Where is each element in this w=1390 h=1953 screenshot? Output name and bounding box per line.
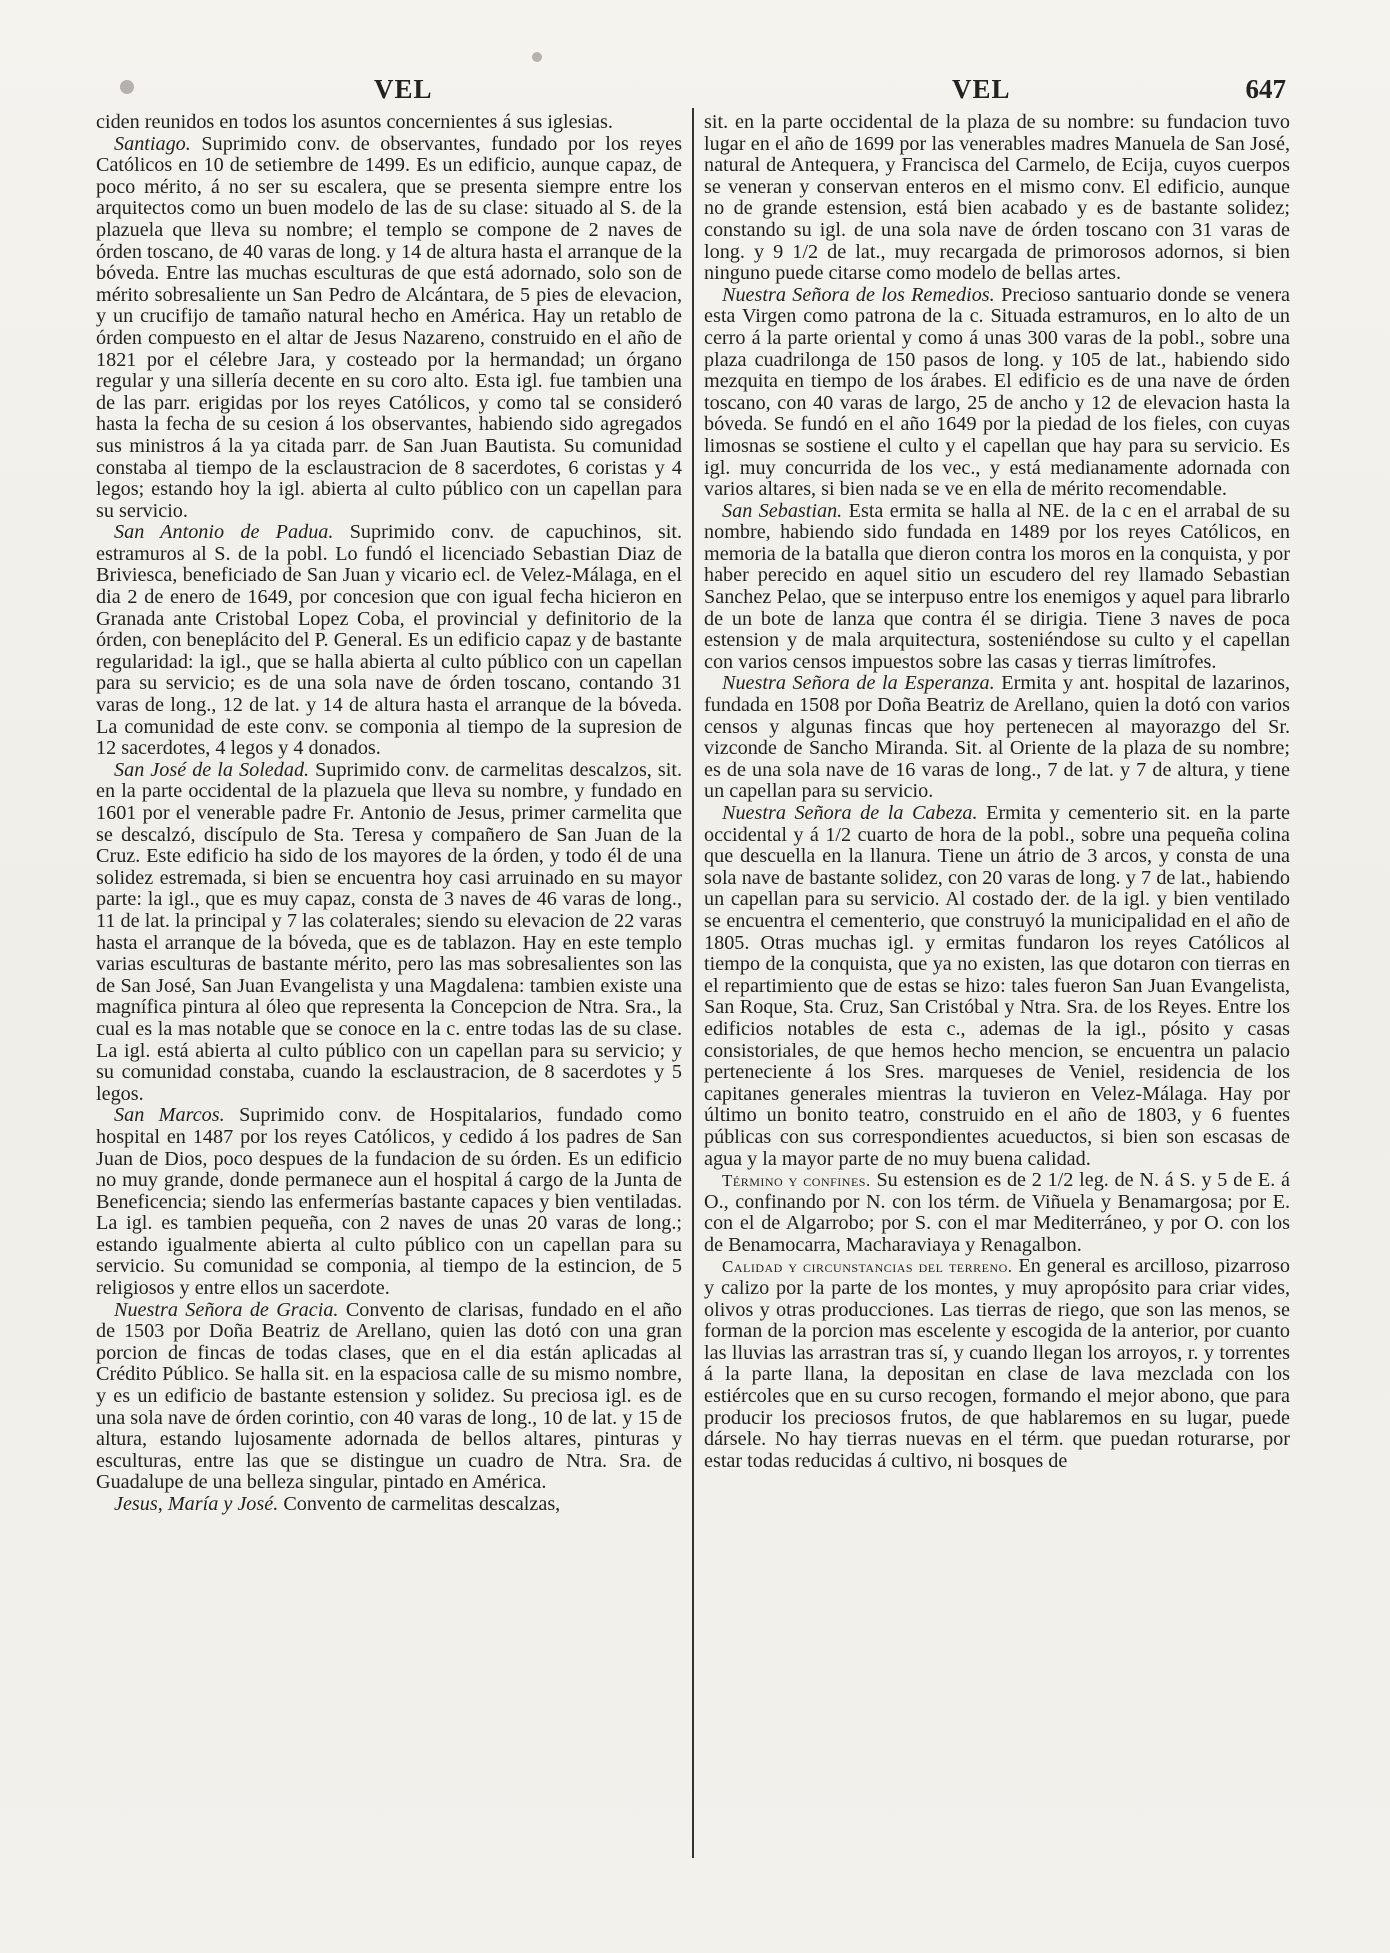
- entry-san-sebastian: [704, 501, 1290, 674]
- entry-nuestra-senora-de-la-esperanza: [704, 673, 1290, 803]
- section-heading: Calidad y circunstancias del terreno.: [722, 1257, 1013, 1277]
- header-left-title: VEL: [374, 74, 433, 104]
- section-calidad-del-terreno: [704, 1256, 1290, 1472]
- section-text: Su estension es de 2 1/2 leg. de N. á S. y 5 de E. á O., confinando por N. con los térm. de Viñuela y Benamargosa; por E. con el de Algarrobo; por S. con el mar Mediterráneo, y por O. con los de Benamocarra, Macharaviaya y Renagalbon.: [704, 1169, 1291, 1256]
- entry-name: San Sebastian.: [722, 499, 843, 522]
- paragraph: [96, 112, 682, 134]
- entry-name: Nuestra Señora de la Cabeza.: [722, 802, 978, 824]
- section-termino-y-confines: [704, 1170, 1290, 1256]
- entry-nuestra-senora-de-los-remedios: [704, 285, 1290, 501]
- entry-san-jose-de-la-soledad: [96, 760, 682, 1106]
- entry-name: Nuestra Señora de la Esperanza.: [722, 672, 995, 695]
- entry-san-antonio-de-padua: [96, 522, 682, 760]
- entry-name: Nuestra Señora de Gracia.: [114, 1298, 339, 1321]
- column-divider: [692, 108, 694, 1858]
- section-text: En general es arcilloso, pizarroso y calizo por la parte de los montes, y muy apropósito para criar vides, olivos y otras producciones. Las tierras de riego, que son las menos, se forman de la porcion mas escelente y escogida de la anterior, por cuanto las lluvias las arrastran tras sí, y cuando llegan los arroyos, r. y torrentes á la parte llana, la depositan en clase de lava mezclada con los estiércoles que en su curso recogen, formando el mejor abono, que para producir los preciosos frutos, de que hablaremos en su lugar, puede dársele. No hay tierras nuevas en el térm. que puedan roturarse, por estar todas reducidas á cultivo, ni bosques de: [704, 1255, 1290, 1472]
- entry-name: San José de la Soledad.: [114, 758, 310, 781]
- header-right-title: VEL: [952, 74, 1011, 104]
- paragraph: [704, 112, 1290, 285]
- paragraph-text: sit. en la parte occidental de la plaza de su nombre: su fundacion tuvo lugar en el año de 1699 por las venerables madres Manuela de San José, natural de Antequera, y Francisca del Carmelo, de Ecija, cuyos cuerpos se veneran y conservan enteros en el mismo conv. El edificio, aunque no de grande estension, está bien acabado y es de bastante solidez; constando su igl. de una sola nave de órden toscano con 31 varas de long. y 9 1/2 de lat., muy recargada de primorosos adornos, si bien ninguno puede citarse como modelo de bellas artes.: [704, 111, 1290, 285]
- section-heading: Término y confines.: [722, 1171, 871, 1191]
- entry-text: Esta ermita se halla al NE. de la c en el arrabal de su nombre, habiendo sido fundada en 1489 por los reyes Católicos, en memoria de la batalla que dieron contra los moros en la conquista, y por haber perecido en aquel sitio un escudero del rey llamado Sebastian Sanchez Pelao, que se interpuso entre los enemigos y aquel para librarlo de un bote de lanza que contra él se dirigia. Tiene 3 naves de poca estension y de mala arquitectura, sosteniéndose su culto y el capellan con varios censos impuestos sobre las casas y tierras limítrofes.: [704, 499, 1290, 673]
- entry-text: Ermita y cementerio sit. en la parte occidental y á 1/2 cuarto de hora de la pobl., sobre una pequeña colina que descuella en la llanura. Tiene un átrio de 3 arcos, y consta de una sola nave de bastante solidez, con 20 varas de long. y 7 de lat., habiendo un capellan para su servicio. Al costado der. de la igl. y bien ventilado se encuentra el cementerio, que construyó la municipalidad en el año de 1805. Otras muchas igl. y ermitas fundaron los reyes Católicos al tiempo de la conquista, que ya no existen, las que dotaron con tierras en el repartimiento que de estas se hizo: tales fueron San Juan Evangelista, San Roque, Sta. Cruz, San Cristóbal y Ntra. Sra. de los Reyes. Entre los edificios notables de esta c., ademas de la igl., pósito y casas consistoriales, de que hemos hecho mencion, se encuentra un palacio perteneciente á los Sres. marqueses de Veniel, residencia de los capitanes generales mientras la tuvieron en Velez-Málaga. Hay por último un bonito teatro, construido en el año de 1803, y 6 fuentes públicas con sus correspondientes acueductos, si bien son escasas de agua y la mayor parte de no muy buena calidad.: [704, 802, 1291, 1170]
- entry-text: Convento de clarisas, fundado en el año de 1503 por Doña Beatriz de Arellano, quien las dotó con una gran porcion de fincas de todas clases, que en el dia están aplicadas al Crédito Público. Se halla sit. en la espaciosa calle de su mismo nombre, y es un edificio de bastante estension y solidez. Su preciosa igl. es de una sola nave de órden corintio, con 40 varas de long., 10 de lat. y 15 de altura, estando lujosamente adornada de bellos altares, pinturas y esculturas, entre las que se distingue un cuadro de Ntra. Sra. de Guadalupe de una belleza singular, pintado en América.: [96, 1298, 683, 1494]
- entry-text: Ermita y ant. hospital de lazarinos, fundada en 1508 por Doña Beatriz de Arellano, quien la dotó con varios censos y algunas fincas que hoy pertenecen al mayorazgo del Sr. vizconde de Sancho Miranda. Sit. al Oriente de la plaza de su nombre; es de una sola nave de 16 varas de long., 7 de lat. y 7 de altura, y tiene un capellan para su servicio.: [704, 672, 1290, 803]
- entry-text: Precioso santuario donde se venera esta Virgen como patrona de la c. Situada estramuros, en lo alto de un cerro á la parte oriental y como á unas 300 varas de la pobl., sobre una plaza cuadrilonga de 150 pasos de long. y 105 de lat., habiendo sido mezquita en tiempo de los árabes. El edificio es de una nave de órden toscano, con 40 varas de largo, 25 de ancho y 12 de elevacion hasta la bóveda. Se fundó en el año 1649 por la piedad de los fieles, con cuyas limosnas se sostiene el culto y el capellan que hay para su servicio. Es igl. muy concurrida de los vec., y está medianamente adornada con varios altares, si bien nada se ve en ella de mérito recomendable.: [704, 283, 1291, 501]
- entry-text: Suprimido conv. de observantes, fundado por los reyes Católicos en 10 de setiembre de 1499. Es un edificio, aunque capaz, de poco mérito, á no ser su escalera, que se presenta siempre entre los arquitectos como un buen modelo de las de su clase: situado al S. de la plazuela que lleva su nombre; el templo se compone de 2 naves de órden toscano, de 40 varas de long. y 14 de altura hasta el arranque de la bóveda. Entre las muchas esculturas de que está adornado, solo son de mérito sobresaliente un San Pedro de Alcántara, de 5 pies de elevacion, y un crucifijo de tamaño natural hecho en América. Hay un retablo de órden compuesto en el altar de Jesus Nazareno, construido en el año de 1821 por el célebre Jara, y costeado por la hermandad; un órgano regular y una sillería decente en su coro alto. Esta igl. fue tambien una de las parr. erigidas por los reyes Católicos, y como tal se consideró hasta la fecha de su cesion á los observantes, habiendo sido agregados sus ministros á la ya citada parr. de San Juan Bautista. Su comunidad constaba al tiempo de la esclaustracion de 8 sacerdotes, 6 coristas y 4 legos; estando hoy la igl. abierta al culto público con un capellan para su servicio.: [96, 132, 682, 522]
- entry-jesus-maria-y-jose: [96, 1494, 682, 1516]
- entry-nuestra-senora-de-gracia: [96, 1300, 682, 1494]
- entry-text: Suprimido conv. de Hospitalarios, fundado como hospital en 1487 por los reyes Católicos, y cedido á los padres de San Juan de Dios, poco despues de la fundacion de su órden. Es un edificio no muy grande, donde permanece aun el hospital á cargo de la Junta de Beneficencia; siendo las enfermerías bastante capaces y bien ventiladas. La igl. es tambien pequeña, con 2 naves de unas 20 varas de long.; estando igualmente abierta al culto público con un capellan para su servicio. Su comunidad se componia, al tiempo de la estincion, de 5 religiosos y entre ellos un sacerdote.: [96, 1104, 683, 1300]
- running-header: [96, 74, 1294, 114]
- ink-blot: [532, 52, 542, 62]
- entry-nuestra-senora-de-la-cabeza: [704, 803, 1290, 1170]
- entry-name: San Antonio de Padua.: [114, 521, 334, 544]
- paragraph-text: ciden reunidos en todos los asuntos concernientes á sus iglesias.: [96, 111, 613, 133]
- entry-name: Jesus, María y José.: [114, 1493, 279, 1515]
- entry-text: Convento de carmelitas descalzas,: [283, 1493, 561, 1515]
- entry-san-marcos: [96, 1105, 682, 1299]
- entry-text: Suprimido conv. de capuchinos, sit. estramuros al S. de la pobl. Lo fundó el licenciado Sebastian Diaz de Briviesca, beneficiado de San Juan y vicario ecl. de Velez-Málaga, en el dia 2 de enero de 1649, por concesion que con igual fecha hicieron en Granada ante Cristobal Lopez Coba, el provincial y definitorio de la órden, con beneplácito del P. General. Es un edificio capaz y de bastante regularidad: la igl., que se halla abierta al culto público con un capellan para su servicio; es de una sola nave de órden toscano, contando 31 varas de long., 12 de lat. y 14 de altura hasta el arranque de la bóveda. La comunidad de este conv. se componia al tiempo de la supresion de 12 sacerdotes, 4 legos y 4 donados.: [96, 521, 682, 760]
- left-column: [96, 112, 682, 1516]
- entry-name: Santiago.: [114, 132, 191, 155]
- entry-name: Nuestra Señora de los Remedios.: [722, 283, 995, 306]
- right-column: [704, 112, 1290, 1472]
- entry-santiago: [96, 134, 682, 523]
- entry-name: San Marcos.: [114, 1104, 225, 1127]
- page-number: 647: [1245, 74, 1286, 104]
- entry-text: Suprimido conv. de carmelitas descalzos, sit. en la parte occidental de la plazuela que lleva su nombre, y fundado en 1601 por el venerable padre Fr. Antonio de Jesus, primer carmelita que se descalzó, discípulo de Sta. Teresa y compañero de San Juan de la Cruz. Este edificio ha sido de los mayores de la órden, y todo él de una solidez estremada, si bien se encuentra hoy casi arruinado en su mayor parte: la igl., que es muy capaz, consta de 3 naves de 46 varas de long., 11 de lat. la principal y 7 las colaterales; siendo su elevacion de 22 varas hasta el arranque de la bóveda, que es de tablazon. Hay en este templo varias esculturas de bastante mérito, pero las mas sobresalientes son las de San José, San Juan Evangelista y una Magdalena: tambien existe una magnífica pintura al óleo que representa la Concepcion de Ntra. Sra., la cual es la mas notable que se conoce en la c. entre todas las de su clase. La igl. está abierta al culto público con un capellan para su servicio; y su comunidad constaba, cuando la esclaustracion, de 8 sacerdotes y 5 legos.: [96, 758, 682, 1105]
